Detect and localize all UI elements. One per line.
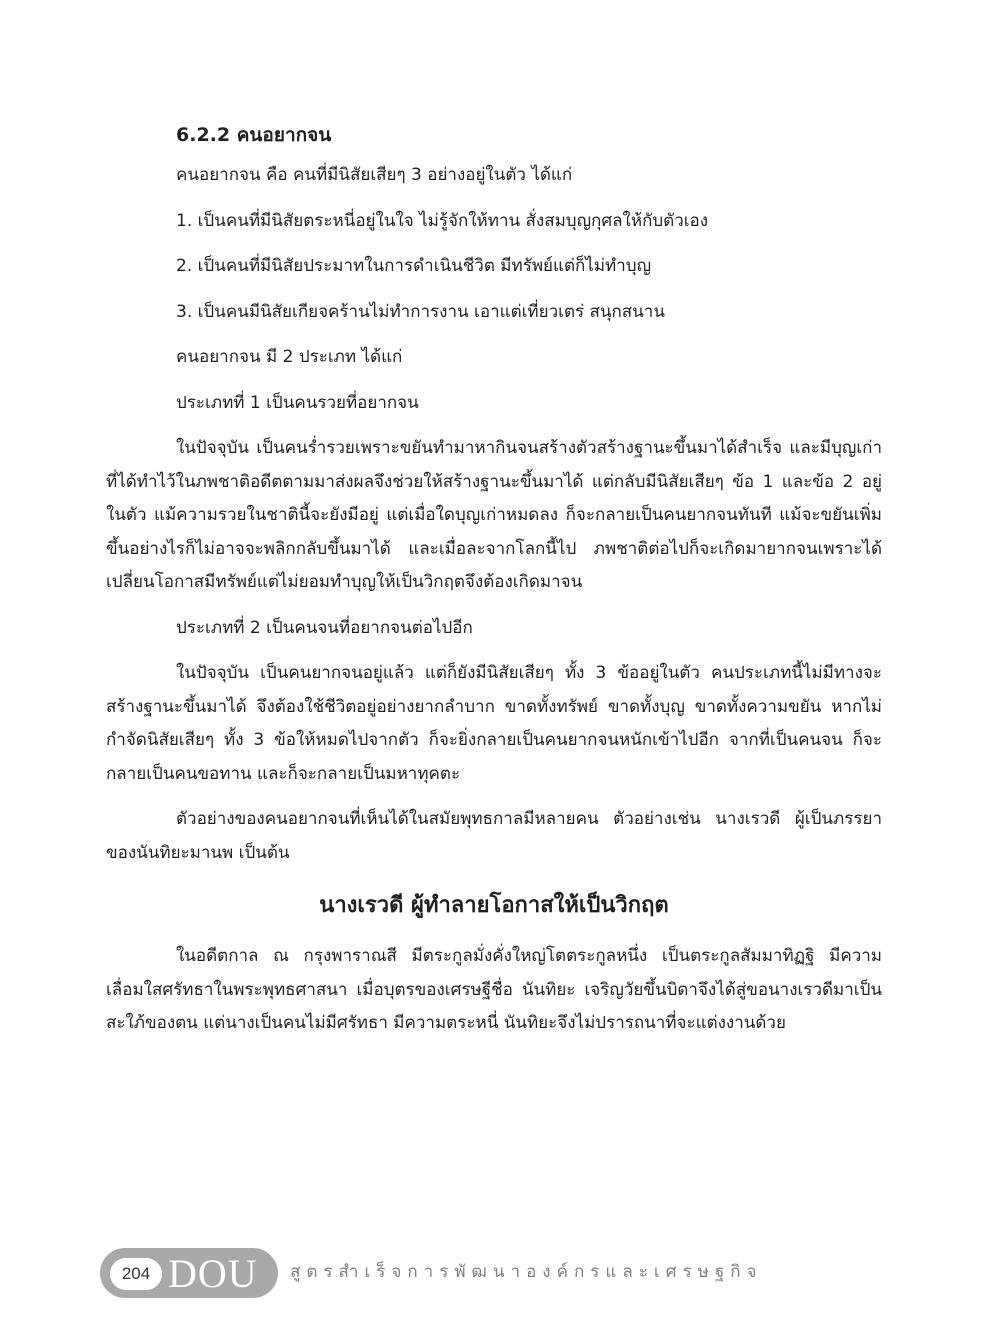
page-content [106, 118, 882, 1053]
section-heading: 6.2.2 คนอยากจน [176, 124, 332, 146]
type2-heading: ประเภทที่ 2 เป็นคนจนที่อยากจนต่อไปอีก [176, 617, 473, 638]
dou-logo: DOU [168, 1251, 258, 1296]
footer-badge [100, 1248, 278, 1298]
type1-heading: ประเภทที่ 1 เป็นคนรวยที่อยากจน [176, 392, 419, 413]
trait-item-1: 1. เป็นคนที่มีนิสัยตระหนี่อยู่ในใจ ไม่รู้จักให้ทาน สั่งสมบุญกุศลให้กับตัวเอง [176, 210, 709, 231]
example-paragraph: ตัวอย่างของคนอยากจนที่เห็นได้ในสมัยพุทธกาลมีหลายคน ตัวอย่างเช่น นางเรวดี ผู้เป็นภรรยาของนันทิยะมานพ เป็นต้น [106, 809, 882, 863]
page-number: 204 [110, 1258, 162, 1290]
definition-line: คนอยากจน คือ คนที่มีนิสัยเสียๆ 3 อย่างอยู่ในตัว ได้แก่ [176, 165, 573, 185]
trait-item-2: 2. เป็นคนที่มีนิสัยประมาทในการดำเนินชีวิต มีทรัพย์แต่ก็ไม่ทำบุญ [176, 256, 652, 276]
trait-item-3: 3. เป็นคนมีนิสัยเกียจคร้านไม่ทำการงาน เอาแต่เที่ยวเตร่ สนุกสนาน [176, 301, 665, 322]
type2-paragraph: ในปัจจุบัน เป็นคนยากจนอยู่แล้ว แต่ก็ยังมีนิสัยเสียๆ ทั้ง 3 ข้ออยู่ในตัว คนประเภทนี้ไม่มีทางจะสร้างฐานะขึ้นมาได้ จึงต้องใช้ชีวิตอยู่อย่างยากลำบาก ขาดทั้งทรัพย์ ขาดทั้งบุญ ขาดทั้งความขยัน หากไม่กำจัดนิสัยเสียๆ ทั้ง 3 ข้อให้หมดไปจากตัว ก็จะยิ่งกลายเป็นคนยากจนหนักเข้าไปอีก จากที่เป็นคนจน ก็จะกลายเป็นคนขอทาน และก็จะกลายเป็นมหาทุคตะ [106, 663, 882, 784]
type1-paragraph: ในปัจจุบัน เป็นคนร่ำรวยเพราะขยันทำมาหากินจนสร้างตัวสร้างฐานะขึ้นมาได้สำเร็จ และมีบุญเก่าที่ได้ทำไว้ในภพชาติอดีตตามมาส่งผลจึงช่วยให้สร้างฐานะขึ้นมาได้ แต่กลับมีนิสัยเสียๆ ข้อ 1 และข้อ 2 อยู่ในตัว แม้ความรวยในชาตินี้จะยังมีอยู่ แต่เมื่อใดบุญเก่าหมดลง ก็จะกลายเป็นคนยากจนทันที แม้จะขยันเพิ่มขึ้นอย่างไรก็ไม่อาจจะพลิกกลับขึ้นมาได้ และเมื่อละจากโลกนี้ไป ภพชาติต่อไปก็จะเกิดมายากจนเพราะได้เปลี่ยนโอกาสมีทรัพย์แต่ไม่ยอมทำบุญให้เป็นวิกฤตจึงต้องเกิดมาจน [106, 438, 882, 592]
story-paragraph: ในอดีตกาล ณ กรุงพาราณสี มีตระกูลมั่งคั่งใหญ่โตตระกูลหนึ่ง เป็นตระกูลสัมมาทิฏฐิ มีความเลื่อมใสศรัทธาในพระพุทธศาสนา เมื่อบุตรของเศรษฐีชื่อ นันทิยะ เจริญวัยขึ้นบิดาจึงได้สู่ขอนางเรวดีมาเป็นสะใภ้ของตน แต่นางเป็นคนไม่มีศรัทธา มีความตระหนี่ นันทิยะจึงไม่ปรารถนาที่จะแต่งงานด้วย [106, 946, 882, 1033]
page-footer [100, 1246, 900, 1300]
story-title: นางเรวดี ผู้ทำลายโอกาสให้เป็นวิกฤต [319, 893, 669, 918]
types-intro: คนอยากจน มี 2 ประเภท ได้แก่ [176, 347, 403, 367]
book-title: สูตรสำเร็จการพัฒนาองค์กรและเศรษฐกิจ [290, 1262, 763, 1282]
